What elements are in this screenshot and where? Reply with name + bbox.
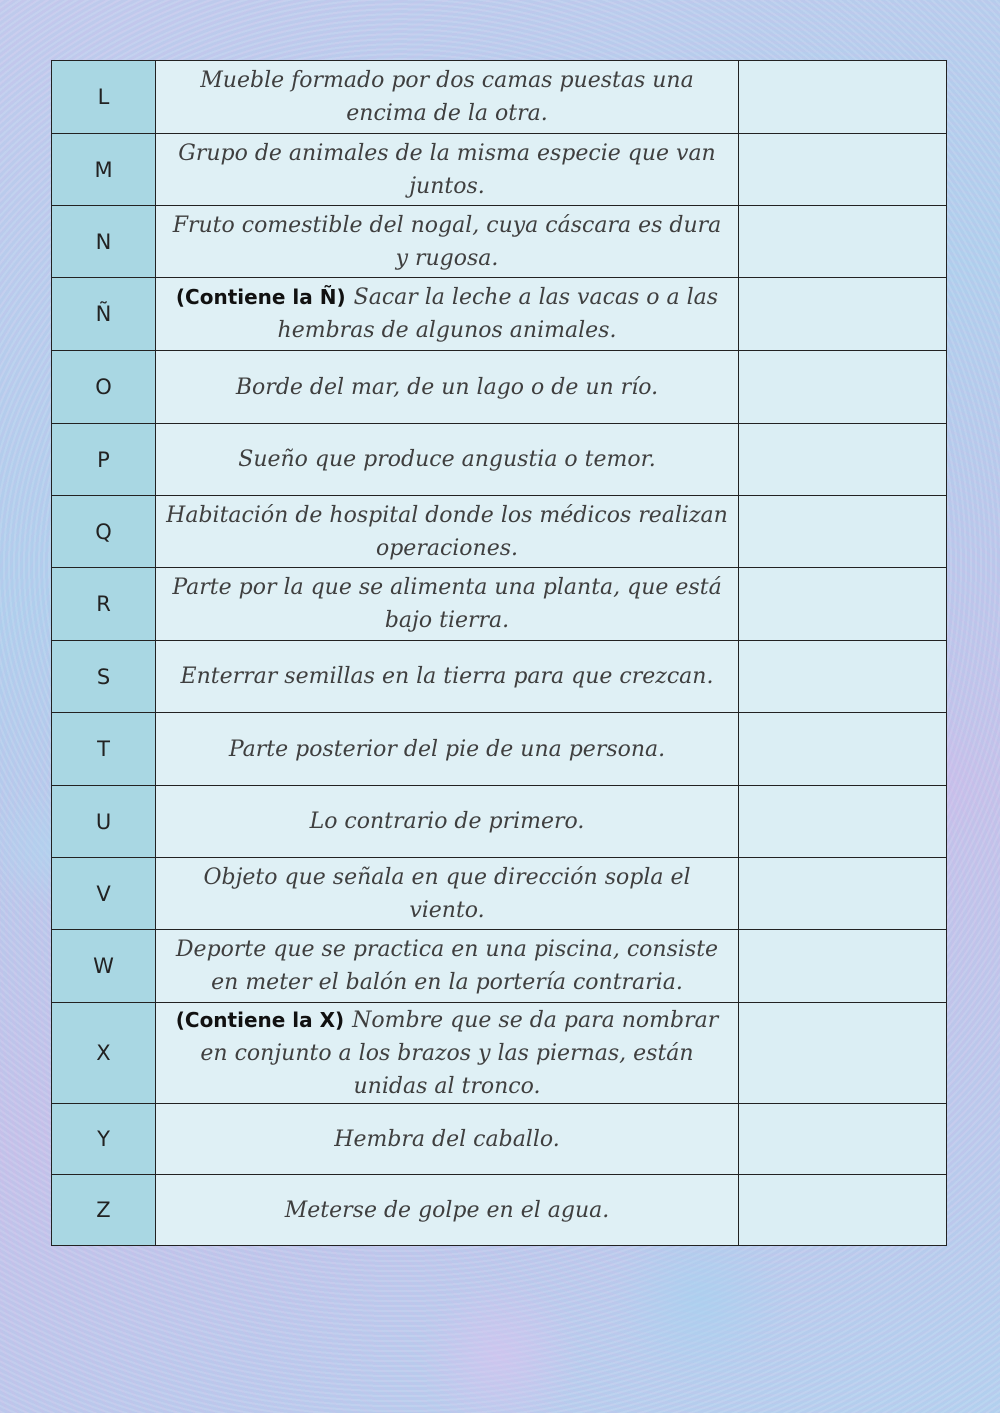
clue-text	[334, 1123, 559, 1156]
table-row	[52, 496, 946, 568]
clue-definition: Sueño que produce angustia o temor.	[238, 447, 656, 472]
clue-text	[166, 571, 728, 637]
clue-text	[229, 733, 665, 766]
table-row	[52, 1104, 946, 1175]
clue-cell	[156, 278, 739, 350]
row-letter: V	[52, 858, 156, 929]
clue-text	[166, 499, 728, 565]
clue-definition: Parte por la que se alimenta una planta, que está bajo tierra.	[172, 575, 722, 633]
table-row	[52, 134, 946, 206]
clue-definition: Hembra del caballo.	[334, 1126, 560, 1152]
clue-definition: Deporte que se practica en una piscina, consiste en meter el balón en la portería contraria.	[175, 937, 719, 995]
clue-definition: Habitación de hospital donde los médicos realizan operaciones.	[166, 502, 728, 561]
clue-cell	[156, 424, 739, 495]
row-letter: M	[52, 134, 156, 205]
answer-input[interactable]	[739, 1104, 946, 1174]
answer-input[interactable]	[739, 568, 946, 640]
clue-cell	[156, 930, 739, 1002]
clue-cell	[156, 1003, 739, 1103]
answer-input[interactable]	[739, 858, 946, 929]
table-row	[52, 278, 946, 351]
clue-text	[236, 371, 658, 404]
row-letter: L	[52, 61, 156, 133]
answer-input[interactable]	[739, 786, 946, 857]
row-letter: W	[52, 930, 156, 1002]
table-row	[52, 424, 946, 496]
clue-text	[166, 64, 728, 130]
clue-definition: Sacar la leche a las vacas o a las hembras de algunos animales.	[277, 285, 719, 343]
row-letter: U	[52, 786, 156, 857]
row-letter: R	[52, 568, 156, 640]
table-row	[52, 1003, 946, 1104]
table-row	[52, 786, 946, 858]
clue-definition: Parte posterior del pie de una persona.	[228, 736, 666, 762]
table-row	[52, 206, 946, 278]
table-row	[52, 713, 946, 786]
clue-cell	[156, 786, 739, 857]
clue-definition: Nombre que se da para nombrar en conjunto a los brazos y las piernas, están unidas al tronco.	[200, 1007, 719, 1099]
answer-input[interactable]	[739, 1175, 946, 1245]
clue-cell	[156, 496, 739, 567]
crossword-clue-table	[51, 60, 947, 1246]
row-letter: X	[52, 1003, 156, 1103]
clue-cell	[156, 858, 739, 929]
row-letter: Y	[52, 1104, 156, 1174]
clue-note: (Contiene la X)	[175, 1007, 345, 1032]
clue-text	[166, 933, 728, 999]
table-row	[52, 641, 946, 713]
table-row	[52, 351, 946, 424]
table-row	[52, 61, 946, 134]
table-row	[52, 858, 946, 930]
answer-input[interactable]	[739, 206, 946, 277]
clue-definition: Borde del mar, de un lago o de un río.	[235, 374, 659, 400]
answer-input[interactable]	[739, 351, 946, 423]
answer-input[interactable]	[739, 61, 946, 133]
clue-cell	[156, 713, 739, 785]
table-row	[52, 930, 946, 1003]
row-letter: O	[52, 351, 156, 423]
clue-cell	[156, 568, 739, 640]
row-letter: T	[52, 713, 156, 785]
clue-text	[166, 209, 728, 275]
clue-cell	[156, 351, 739, 423]
clue-text	[166, 137, 728, 203]
clue-text	[238, 443, 655, 476]
answer-input[interactable]	[739, 496, 946, 567]
answer-input[interactable]	[739, 424, 946, 495]
row-letter: S	[52, 641, 156, 712]
row-letter: N	[52, 206, 156, 277]
clue-cell	[156, 1175, 739, 1245]
clue-definition: Meterse de golpe en el agua.	[284, 1197, 610, 1223]
clue-text	[166, 281, 728, 347]
answer-input[interactable]	[739, 713, 946, 785]
clue-definition: Lo contrario de primero.	[309, 809, 585, 834]
row-letter: Q	[52, 496, 156, 567]
clue-text	[166, 1004, 728, 1103]
clue-definition: Objeto que señala en que dirección sopla el viento.	[203, 864, 691, 923]
answer-input[interactable]	[739, 641, 946, 712]
row-letter: Ñ	[52, 278, 156, 350]
clue-definition: Fruto comestible del nogal, cuya cáscara es dura y rugosa.	[172, 212, 722, 271]
table-row	[52, 568, 946, 641]
clue-cell	[156, 134, 739, 205]
answer-input[interactable]	[739, 930, 946, 1002]
clue-text	[181, 660, 714, 693]
clue-text	[166, 861, 728, 927]
clue-cell	[156, 1104, 739, 1174]
row-letter: P	[52, 424, 156, 495]
table-row	[52, 1175, 946, 1245]
clue-text	[310, 805, 585, 838]
row-letter: Z	[52, 1175, 156, 1245]
answer-input[interactable]	[739, 134, 946, 205]
clue-cell	[156, 641, 739, 712]
clue-text	[285, 1194, 610, 1227]
answer-input[interactable]	[739, 278, 946, 350]
answer-input[interactable]	[739, 1003, 946, 1103]
clue-note: (Contiene la Ñ)	[175, 285, 346, 309]
clue-cell	[156, 206, 739, 277]
clue-definition: Enterrar semillas en la tierra para que crezcan.	[180, 664, 714, 689]
clue-definition: Grupo de animales de la misma especie que van juntos.	[178, 140, 716, 199]
clue-definition: Mueble formado por dos camas puestas una encima de la otra.	[200, 68, 694, 126]
clue-cell	[156, 61, 739, 133]
